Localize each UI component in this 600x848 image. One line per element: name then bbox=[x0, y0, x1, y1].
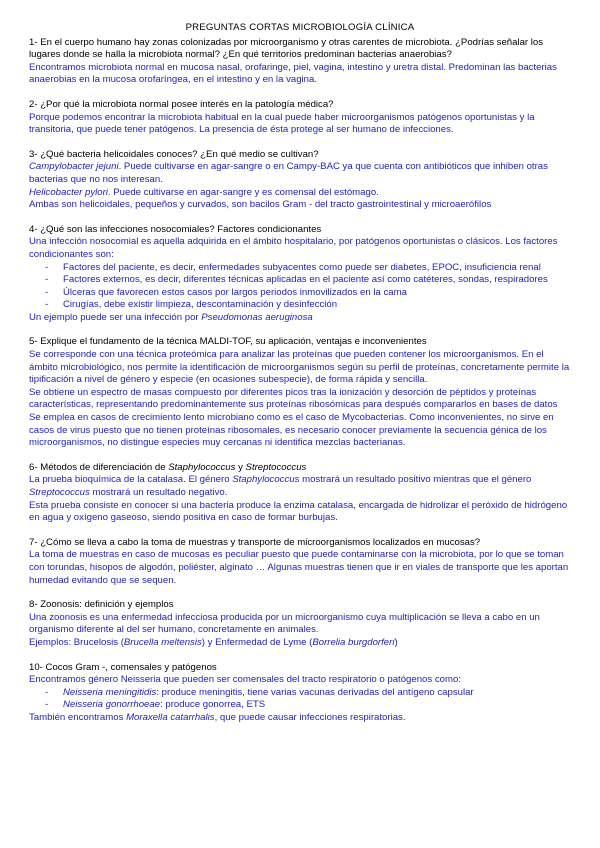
species-name: Neisseria meningitidis bbox=[63, 686, 157, 698]
answer-text: Un ejemplo puede ser una infección por bbox=[29, 311, 202, 323]
answer-7: La toma de muestras en caso de mucosas es peculiar puesto que puede contaminarse con la microbiota, por lo que se toman con torundas, hisopos de algodón, poliéster, alginato … Algunas muestras tienen que ir en viales de transporte que les aportan humedad evitando que se sequen. bbox=[29, 549, 569, 586]
answer-text: mostrará un resultado negativo. bbox=[89, 487, 228, 498]
answer-4: Una infección nosocomial es aquella adquirida en el ámbito hospitalario, por patógenos oportunistas o clásicos. Los factores condicionantes son: bbox=[29, 236, 558, 260]
question-1-block bbox=[29, 37, 571, 87]
answer-6-p1 bbox=[29, 474, 571, 499]
question-8: 8- Zoonosis: definición y ejemplos bbox=[29, 599, 174, 611]
question-10-block bbox=[29, 662, 571, 725]
answer-text: La prueba bioquímica de la catalasa. El género bbox=[29, 474, 233, 486]
list-item bbox=[63, 699, 571, 712]
answer-3-line-1 bbox=[29, 161, 571, 186]
answer-10-last bbox=[29, 712, 571, 725]
list-item: - Factores externos, es decir, diferentes técnicas aplicadas en el paciente así como catéteres, sondas, respiradores bbox=[63, 274, 571, 287]
question-2: 2- ¿Por qué la microbiota normal posee interés en la patología médica? bbox=[29, 98, 334, 110]
answer-text: ) y Enfermedad de Lyme ( bbox=[201, 636, 313, 648]
question-4-block bbox=[29, 224, 571, 325]
answer-3-line-3: Ambas son helicoidales, pequeños y curvados, son bacilos Gram - del tracto gastrointestinal y microaerófilos bbox=[29, 199, 492, 211]
answer-text: mostrará un resultado positivo mientras que el género bbox=[299, 474, 532, 486]
question-1: 1- En el cuerpo humano hay zonas colonizadas por microorganismo y otras carentes de microbiota. ¿Podrías señalar los lugares donde se halla la microbiota normal? ¿En qué territorios predominan bacterias anaerobias? bbox=[29, 36, 544, 61]
list-item: - Cirugías, debe existir limpieza, descontaminación y desinfección bbox=[63, 299, 571, 312]
species-name: Moraxella catarrhalis bbox=[126, 711, 215, 723]
answer-8: Una zoonosis es una enfermedad infecciosa producida por un microorganismo cuya multiplicación se lleva a cabo en un organismo diferente al del ser humano, concretamente en animales. bbox=[29, 611, 540, 636]
answer-text: , que puede causar infecciones respiratorias. bbox=[214, 711, 406, 723]
species-name: Helicobacter pylori bbox=[29, 186, 108, 198]
answer-2: Porque podemos encontrar la microbiota habitual en la cual puede haber microorganismos patógenos oportunistas y la transitoria, que puede tener patógenos. La presencia de ésta protege al ser humano de infecciones. bbox=[29, 111, 535, 136]
list-item: - Úlceras que favorecen estos casos por largos periodos inmovilizados en la cama bbox=[63, 287, 571, 300]
question-8-block bbox=[29, 599, 571, 649]
answer-5-p3: Se emplea en casos de crecimiento lento microbiano como es el caso de Mycobacterias. Como inconvenientes, no sirve en casos de virus puesto que no tienen proteínas ribosomales, es necesario conocer previamente la secuencia génica de los microorganismos, no distingue especies muy cercanas ni identifica mezclas bacterianas. bbox=[29, 412, 554, 449]
answer-4-example bbox=[29, 312, 571, 325]
answer-5-p2: Se obtiene un espectro de masas compuesto por diferentes picos tras la ionización y desorción de péptidos y proteínas características, representando predominantemente sus proteínas ribosómicas para después compararlos en bases de datos bbox=[29, 386, 558, 411]
genus-name: Streptococcus bbox=[245, 461, 307, 473]
document-title: PREGUNTAS CORTAS MICROBIOLOGÍA CLÍNICA bbox=[185, 22, 415, 33]
answer-3-line-2 bbox=[29, 187, 571, 200]
species-name: Pseudomonas aeruginosa bbox=[201, 311, 313, 323]
genus-name: Staphylococcus bbox=[168, 461, 236, 473]
answer-text: También encontramos bbox=[29, 711, 127, 723]
question-7-block bbox=[29, 537, 571, 587]
list-item bbox=[63, 687, 571, 700]
answer-text: . Puede cultivarse en agar-sangre o en Campy-BAC ya que cuenta con antibióticos que inhiben otras bacterias que no nos interesan. bbox=[29, 161, 548, 185]
answer-text: : produce gonorrea, ETS bbox=[160, 699, 266, 711]
answer-text: ) bbox=[394, 636, 398, 648]
question-text: 6- Métodos de diferenciación de bbox=[29, 461, 169, 473]
neisseria-list bbox=[29, 687, 571, 712]
answer-5-p1: Se corresponde con una técnica proteómica para analizar las proteínas que pueden contener los microorganismos. En el ámbito microbiológico, nos permite la identificación de microorganismos según su perfil de proteínas, concretamente permite la tipificación a nivel de género y especie (en ocasiones subespecie), de forma rápida y sencilla. bbox=[29, 349, 570, 386]
question-2-block bbox=[29, 99, 571, 137]
factors-list bbox=[29, 262, 571, 312]
genus-name: Streptococcus bbox=[29, 487, 90, 498]
question-5-block bbox=[29, 336, 571, 449]
question-text: y bbox=[235, 461, 246, 473]
question-3: 3- ¿Qué bacteria helicoidales conoces? ¿En qué medio se cultivan? bbox=[29, 148, 319, 160]
question-10: 10- Cocos Gram -, comensales y patógenos bbox=[29, 661, 217, 673]
answer-text: : produce meningitis, tiene varias vacunas derivadas del antígeno capsular bbox=[156, 686, 474, 698]
question-3-block bbox=[29, 149, 571, 212]
list-item: - Factores del paciente, es decir, enfermedades subyacentes como puede ser diabetes, EPOC, insuficiencia renal bbox=[63, 262, 571, 275]
species-name: Neisseria gonorrhoeae bbox=[63, 699, 161, 711]
genus-name: Staphylococcus bbox=[232, 474, 300, 486]
question-6-block bbox=[29, 462, 571, 525]
question-6 bbox=[29, 462, 571, 475]
question-7: 7- ¿Cómo se lleva a cabo la toma de muestras y transporte de microorganismos localizados en mucosas? bbox=[29, 536, 481, 548]
answer-text: Ejemplos: Brucelosis ( bbox=[29, 636, 124, 648]
answer-8-examples bbox=[29, 637, 571, 650]
question-5: 5- Explique el fundamento de la técnica MALDI-TOF, su aplicación, ventajas e inconvenientes bbox=[29, 336, 427, 348]
answer-10: Encontramos género Neisseria que pueden ser comensales del tracto respiratorio o patógenos como: bbox=[29, 674, 461, 686]
answer-6-p2: Esta prueba consiste en conocer si una bacteria produce la enzima catalasa, encargada de hidrolizar el peróxido de hidrógeno en agua y oxígeno gaseoso, siendo positiva en caso de formar burbujas. bbox=[29, 499, 568, 524]
answer-text: . Puede cultivarse en agar-sangre y es comensal del estómago. bbox=[107, 186, 379, 198]
species-name: Campylobacter jejuni bbox=[29, 161, 119, 173]
question-4: 4- ¿Qué son las infecciones nosocomiales? Factores condicionantes bbox=[29, 223, 322, 235]
species-name: Borrelia burgdorferi bbox=[312, 636, 395, 648]
species-name: Brucella meltensis bbox=[123, 636, 202, 648]
answer-1: Encontramos microbiota normal en mucosa nasal, orofaringe, piel, vagina, intestino y uretra distal. Predominan las bacterias anaerobias en la mucosa orofaríngea, en el intestino y en la vagina. bbox=[29, 61, 557, 86]
